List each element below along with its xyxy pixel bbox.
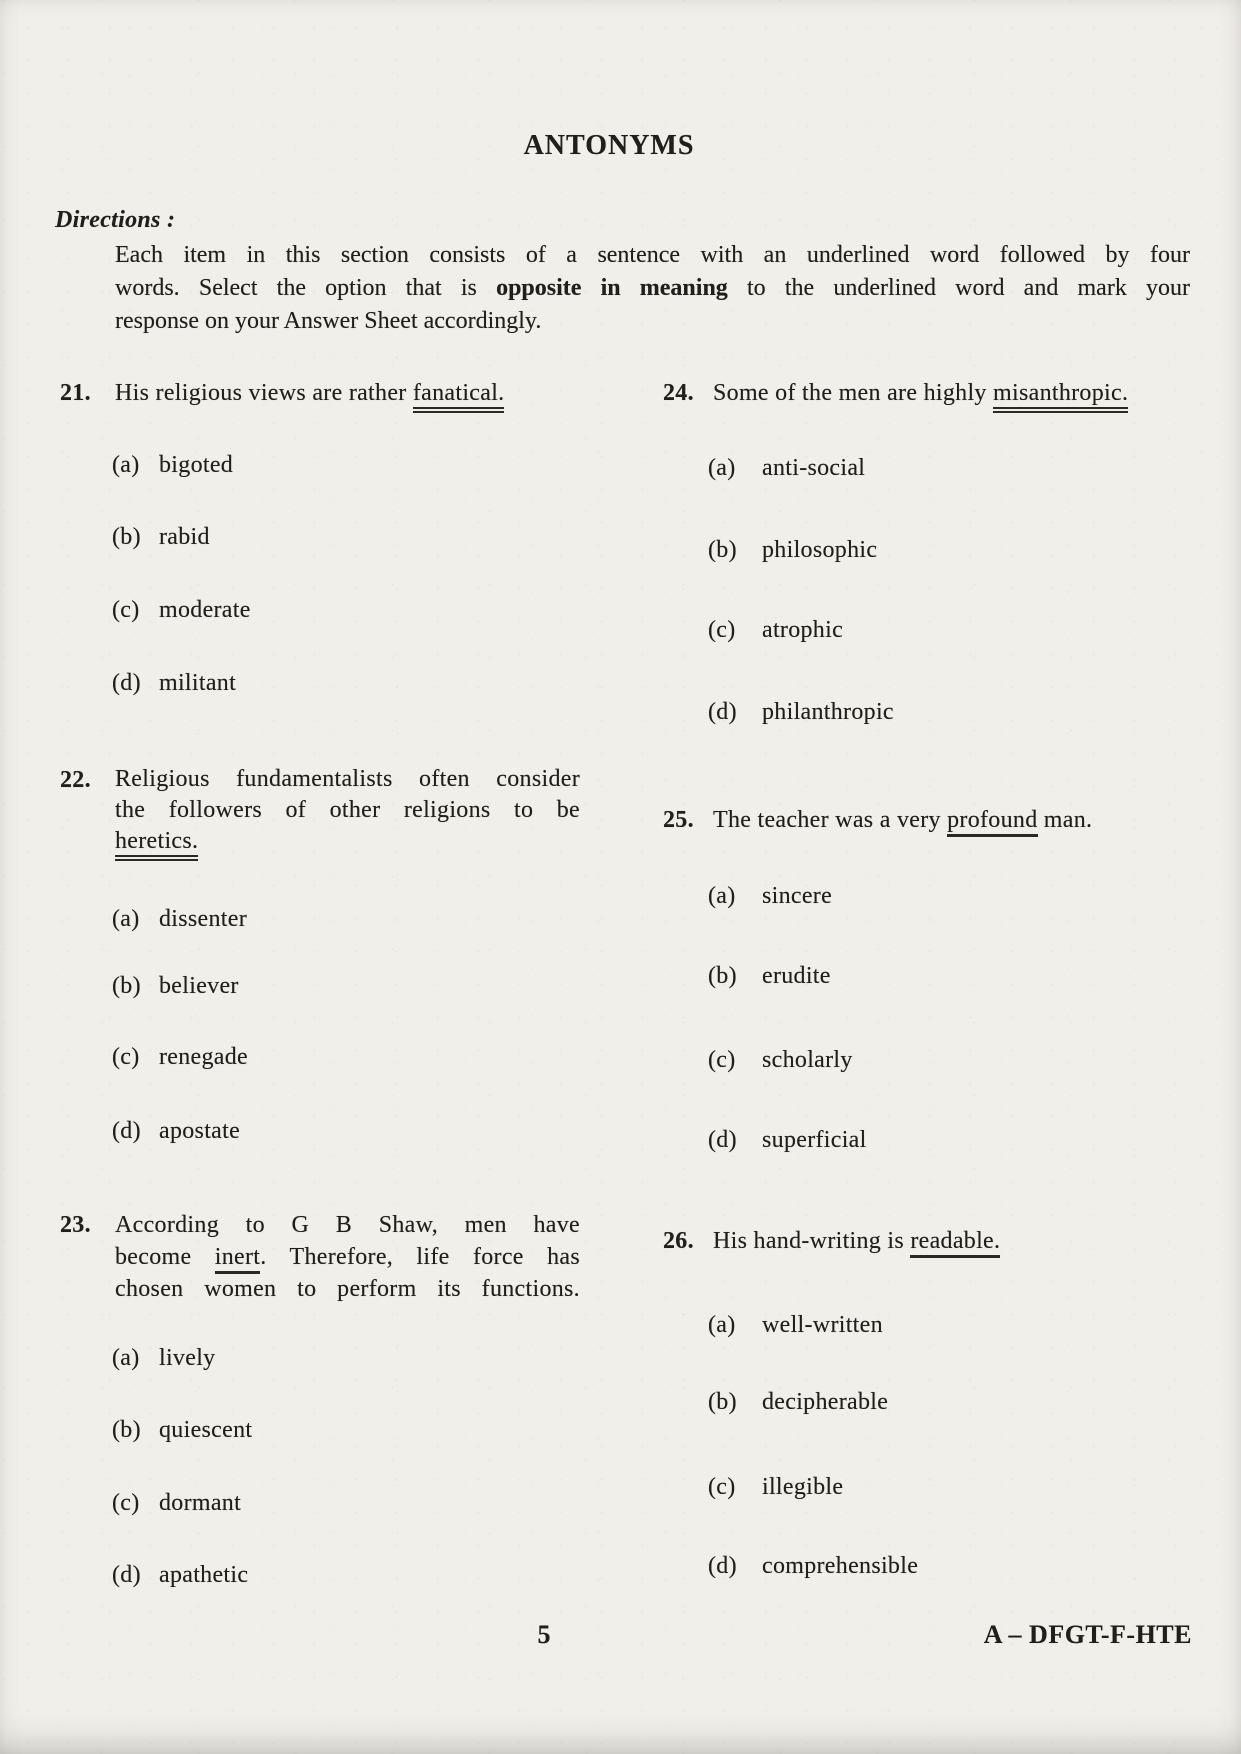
- directions-text: to the underlined word and mark your: [727, 275, 1190, 301]
- question-25-option-b: [708, 961, 831, 991]
- option-letter: (b): [112, 1417, 141, 1443]
- question-21-option-a: [112, 450, 233, 480]
- option-text: erudite: [762, 963, 831, 989]
- option-text: decipherable: [762, 1389, 889, 1415]
- option-letter: (a): [708, 883, 736, 909]
- question-25-option-c: [708, 1045, 853, 1075]
- option-letter: (d): [708, 1127, 737, 1153]
- question-text-post: . Therefore, life force has: [260, 1244, 580, 1270]
- option-text: dissenter: [159, 906, 248, 932]
- question-text-pre: become: [115, 1244, 215, 1270]
- question-26-option-b: [708, 1387, 888, 1417]
- option-text: philanthropic: [762, 699, 894, 725]
- option-letter: (a): [708, 1312, 736, 1338]
- option-letter: (c): [708, 1474, 736, 1500]
- option-text: apostate: [159, 1118, 241, 1144]
- option-text: comprehensible: [762, 1553, 919, 1579]
- question-25-text: [713, 804, 1193, 836]
- question-text: According to G B Shaw, men have: [115, 1212, 580, 1238]
- question-22-text: [115, 826, 580, 857]
- question-22-option-b: [112, 971, 239, 1001]
- question-24-option-a: [708, 453, 865, 483]
- option-text: quiescent: [159, 1417, 253, 1443]
- question-23-option-a: [112, 1343, 215, 1373]
- option-letter: (c): [112, 1490, 140, 1516]
- question-26-option-d: [708, 1551, 918, 1581]
- option-letter: (b): [112, 973, 141, 999]
- question-23-option-c: [112, 1488, 241, 1518]
- question-24-option-d: [708, 697, 894, 727]
- option-text: well-written: [762, 1312, 883, 1338]
- option-letter: (d): [708, 1553, 737, 1579]
- question-text: Religious fundamentalists often consider: [115, 766, 580, 792]
- question-text-pre: Some of the men are highly: [713, 380, 994, 406]
- question-23-number: 23.: [60, 1212, 91, 1238]
- option-letter: (d): [112, 1118, 141, 1144]
- question-22: [60, 764, 580, 857]
- option-letter: (c): [708, 617, 736, 643]
- question-25-number: 25.: [663, 807, 694, 833]
- question-text-pre: His religious views are rather: [115, 380, 413, 406]
- question-26-option-a: [708, 1310, 883, 1340]
- question-25-option-d: [708, 1125, 867, 1155]
- option-text: philosophic: [762, 537, 878, 563]
- question-21: [60, 377, 580, 409]
- directions-text: Each item in this section consists of a sentence with an underlined word followed by four: [115, 242, 1190, 268]
- option-letter: (b): [112, 524, 141, 550]
- question-25-option-a: [708, 881, 832, 911]
- underlined-word: misanthropic.: [993, 380, 1128, 413]
- question-26-option-c: [708, 1472, 843, 1502]
- question-23-text: [115, 1241, 580, 1273]
- option-text: superficial: [762, 1127, 867, 1153]
- option-text: believer: [159, 973, 239, 999]
- option-letter: (b): [708, 963, 737, 989]
- page-number: 5: [537, 1620, 551, 1649]
- option-text: rabid: [159, 524, 210, 550]
- underlined-word: fanatical.: [413, 380, 505, 413]
- option-text: apathetic: [159, 1562, 249, 1588]
- underlined-word: readable.: [910, 1228, 1000, 1258]
- question-22-option-d: [112, 1116, 240, 1146]
- option-text: lively: [159, 1345, 216, 1371]
- question-21-number: 21.: [60, 380, 91, 406]
- option-text: scholarly: [762, 1047, 853, 1073]
- question-21-option-c: [112, 595, 251, 625]
- option-text: anti-social: [762, 455, 866, 481]
- option-letter: (a): [112, 906, 140, 932]
- question-23-text: [115, 1273, 580, 1305]
- option-letter: (c): [708, 1047, 736, 1073]
- question-24-option-b: [708, 535, 877, 565]
- question-text-post: man.: [1037, 807, 1093, 833]
- question-25: [663, 804, 1193, 836]
- underlined-word: heretics.: [115, 828, 198, 861]
- question-26-number: 26.: [663, 1228, 694, 1254]
- question-24-text: [713, 377, 1193, 409]
- option-letter: (a): [112, 452, 140, 478]
- question-text-pre: The teacher was a very: [713, 807, 948, 833]
- question-text: the followers of other religions to be: [115, 797, 580, 823]
- directions-text: words. Select the option that is: [115, 275, 497, 301]
- option-letter: (a): [112, 1345, 140, 1371]
- question-21-option-d: [112, 668, 236, 698]
- directions-paragraph: [115, 239, 1190, 338]
- directions-label: Directions :: [55, 207, 176, 233]
- option-letter: (d): [112, 1562, 141, 1588]
- directions-text: response on your Answer Sheet accordingly.: [115, 308, 542, 334]
- directions-bold-phrase: opposite in meaning: [496, 275, 728, 301]
- underlined-word: inert: [215, 1244, 260, 1274]
- option-letter: (d): [708, 699, 737, 725]
- question-text: chosen women to perform its functions.: [115, 1276, 580, 1302]
- question-24: [663, 377, 1193, 409]
- directions-line: [115, 272, 1190, 305]
- option-text: militant: [159, 670, 237, 696]
- option-text: dormant: [159, 1490, 242, 1516]
- question-22-text: [115, 795, 580, 826]
- question-23-text: [115, 1209, 580, 1241]
- question-24-number: 24.: [663, 380, 694, 406]
- question-22-option-c: [112, 1042, 248, 1072]
- option-letter: (a): [708, 455, 736, 481]
- option-letter: (b): [708, 1389, 737, 1415]
- option-letter: (c): [112, 597, 140, 623]
- page-title: ANTONYMS: [523, 130, 695, 161]
- option-text: bigoted: [159, 452, 234, 478]
- question-26-text: [713, 1225, 1193, 1257]
- question-22-text: [115, 764, 580, 795]
- directions-line: [115, 305, 1190, 338]
- question-text-pre: His hand-writing is: [713, 1228, 911, 1254]
- question-24-option-c: [708, 615, 843, 645]
- option-text: renegade: [159, 1044, 249, 1070]
- question-22-number: 22.: [60, 767, 91, 793]
- booklet-code: A – DFGT-F-HTE: [983, 1620, 1192, 1649]
- option-text: illegible: [762, 1474, 844, 1500]
- directions-line: [115, 239, 1190, 272]
- option-text: atrophic: [762, 617, 844, 643]
- option-text: moderate: [159, 597, 251, 623]
- underlined-word: profound: [947, 807, 1037, 837]
- question-22-option-a: [112, 904, 247, 934]
- option-text: sincere: [762, 883, 833, 909]
- option-letter: (d): [112, 670, 141, 696]
- question-23-option-b: [112, 1415, 252, 1445]
- question-21-option-b: [112, 522, 210, 552]
- option-letter: (b): [708, 537, 737, 563]
- question-23: [60, 1209, 580, 1305]
- option-letter: (c): [112, 1044, 140, 1070]
- question-26: [663, 1225, 1193, 1257]
- question-21-text: [115, 377, 580, 409]
- question-23-option-d: [112, 1560, 248, 1590]
